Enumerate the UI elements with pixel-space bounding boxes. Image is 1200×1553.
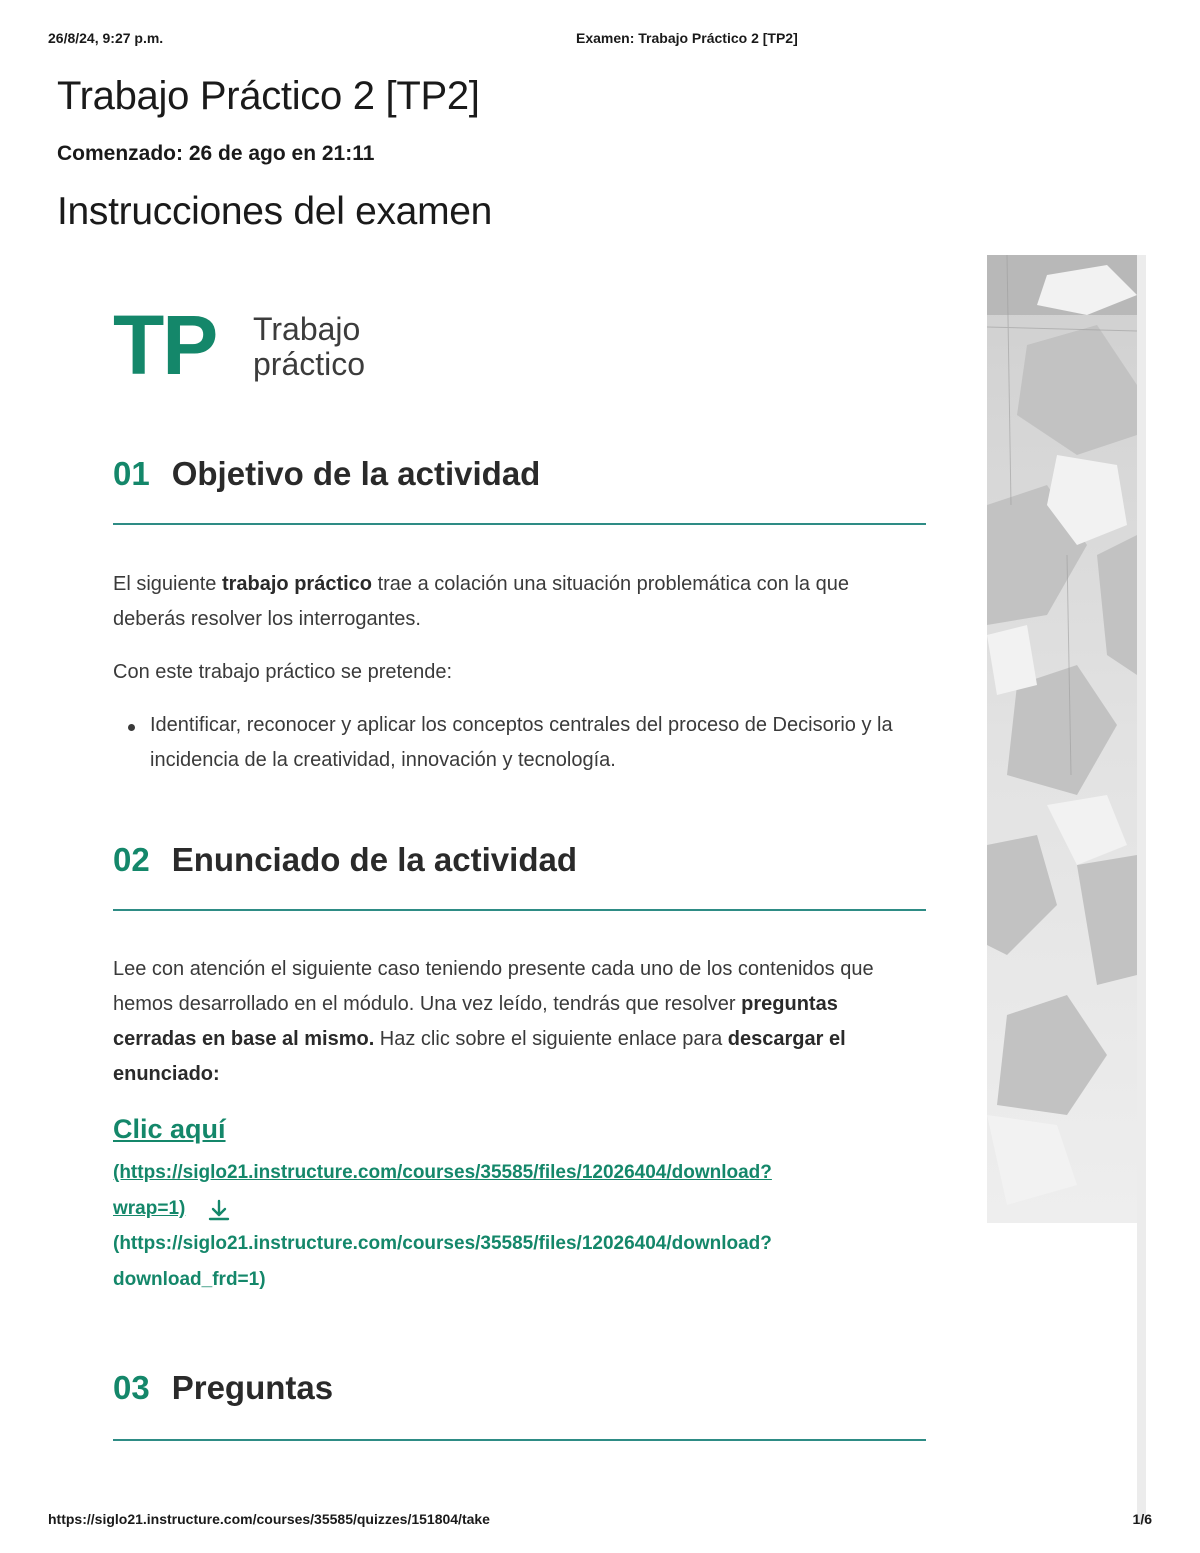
text-segment: trae a colación una situación problemática con la que deberás resolver los interrogantes. (113, 573, 849, 630)
list-item: Identificar, reconocer y aplicar los conceptos centrales del proceso de Decisorio y la incidencia de la creatividad, innovación y tecnología. (113, 708, 926, 778)
quiz-title: Trabajo Práctico 2 [TP2] (57, 74, 480, 118)
print-page-url: https://siglo21.instructure.com/courses/35585/quizzes/151804/take (48, 1511, 490, 1527)
section-heading-statement (113, 841, 577, 879)
decorative-sidebar-strip (1137, 255, 1146, 1523)
download-url-text-2-continued[interactable]: download_frd=1) (113, 1269, 266, 1290)
architecture-pattern-graphic (987, 255, 1137, 1223)
print-page-number: 1/6 (1132, 1511, 1152, 1527)
section-divider (113, 523, 926, 525)
download-url-link-1-continued[interactable]: wrap=1) (113, 1198, 186, 1219)
print-footer (48, 1511, 1152, 1531)
objective-list (113, 708, 926, 778)
logo-abbreviation: TP (113, 298, 217, 392)
section-number: 02 (113, 841, 150, 878)
print-datetime: 26/8/24, 9:27 p.m. (48, 30, 164, 46)
print-document-title: Examen: Trabajo Práctico 2 [TP2] (576, 30, 798, 46)
section-heading-objective (113, 455, 540, 493)
logo-text (253, 312, 365, 382)
bold-text-segment: trabajo práctico (221, 573, 373, 595)
objective-intro-paragraph: Con este trabajo práctico se pretende: (113, 661, 453, 683)
statement-paragraph (113, 952, 926, 1092)
download-url-text-2[interactable]: (https://siglo21.instructure.com/courses/35585/files/12026404/download? (113, 1233, 772, 1254)
text-segment: El siguiente (113, 573, 222, 595)
bold-text-segment: preguntas cerradas en base al mismo. (113, 993, 838, 1050)
section-divider (113, 909, 926, 911)
section-title: Preguntas (171, 1369, 334, 1406)
section-divider (113, 1439, 926, 1441)
text-segment: Lee con atención el siguiente caso teniendo presente cada uno de los contenidos que hemos desarrollado en el módulo. Una vez leído, tendrás que resolver (113, 958, 874, 1015)
download-icon[interactable] (206, 1198, 232, 1224)
objective-paragraph (113, 567, 926, 637)
bold-text-segment: descargar el enunciado: (113, 1028, 846, 1085)
section-heading-questions (113, 1369, 333, 1407)
section-number: 03 (113, 1369, 150, 1406)
section-title: Enunciado de la actividad (171, 841, 577, 878)
download-statement-link[interactable]: Clic aquí (113, 1114, 226, 1144)
logo-line-2: práctico (253, 346, 366, 382)
section-number: 01 (113, 455, 150, 492)
decorative-architecture-image (987, 255, 1137, 1223)
quiz-started-time: Comenzado: 26 de ago en 21:11 (57, 142, 375, 165)
instructions-heading: Instrucciones del examen (57, 190, 493, 233)
section-title: Objetivo de la actividad (171, 455, 541, 492)
text-segment: Haz clic sobre el siguiente enlace para (374, 1028, 728, 1050)
logo-line-1: Trabajo (253, 311, 361, 347)
print-header (48, 30, 1152, 50)
download-url-link-1[interactable]: (https://siglo21.instructure.com/courses/35585/files/12026404/download? (113, 1162, 772, 1183)
